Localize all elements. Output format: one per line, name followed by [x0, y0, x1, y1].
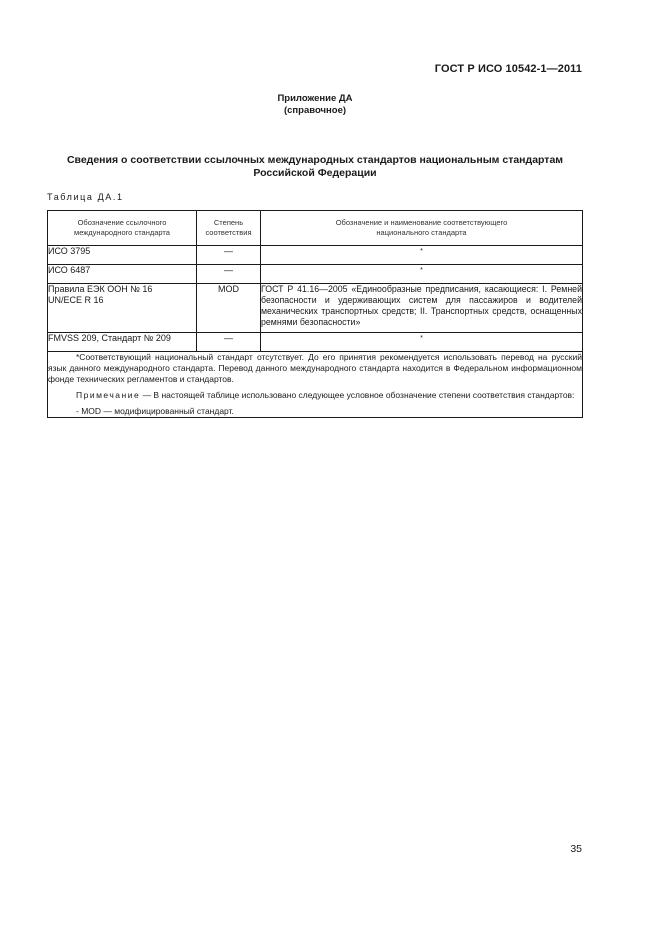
- cell-national: ГОСТ Р 41.16—2005 «Единообразные предписания, касающиеся: I. Ремней безопасности и удерживающих систем для пассажиров и водителей механических транспортных средств; II. Транспортных средств, оснащенных ремнями безопасности»: [261, 284, 583, 333]
- appendix-title: Приложение ДА: [277, 93, 353, 104]
- cell-national: *: [261, 265, 583, 284]
- table-row: [48, 333, 583, 352]
- cell-degree: MOD: [197, 284, 261, 333]
- table-caption: Таблица ДА.1: [47, 192, 124, 202]
- header-degree: Степень соответствия: [197, 211, 261, 246]
- cell-degree: —: [197, 265, 261, 284]
- table-row: [48, 284, 583, 333]
- cell-reference: ИСО 6487: [48, 265, 197, 284]
- note-item: - MOD — модифицированный стандарт.: [76, 406, 234, 416]
- table-row: [48, 246, 583, 265]
- cell-reference: FMVSS 209, Стандарт № 209: [48, 333, 197, 352]
- note-paragraph: [48, 390, 582, 401]
- cell-national: *: [261, 246, 583, 265]
- cell-degree: —: [197, 246, 261, 265]
- note-label: Примечание: [76, 390, 141, 400]
- cell-reference: ИСО 3795: [48, 246, 197, 265]
- document-header: [435, 63, 582, 75]
- table-footnote: [48, 352, 583, 418]
- section-title-line2: Российской Федерации: [253, 167, 377, 179]
- header-reference-standard: Обозначение ссылочного международного стандарта: [48, 211, 197, 246]
- section-title: [47, 154, 583, 180]
- table-row: [48, 265, 583, 284]
- table-footnote-row: [48, 352, 583, 418]
- note-text: — В настоящей таблице использовано следующее условное обозначение степени соответствия стандартов:: [140, 390, 575, 400]
- section-title-line1: Сведения о соответствии ссылочных международных стандартов национальным стандартам: [66, 154, 564, 166]
- correspondence-table: [47, 210, 583, 418]
- cell-reference: Правила ЕЭК ООН № 16 UN/ECE R 16: [48, 284, 197, 333]
- cell-degree: —: [197, 333, 261, 352]
- header-national-standard: Обозначение и наименование соответствующего национального стандарта: [261, 211, 583, 246]
- footnote-text: *Соответствующий национальный стандарт отсутствует. До его принятия рекомендуется использовать перевод на русский язык данного международного стандарта. Перевод данного международного стандарта находится в Федеральном информационном фонде технических регламентов и стандартов.: [48, 352, 582, 384]
- appendix-heading: [0, 93, 630, 117]
- cell-national: *: [261, 333, 583, 352]
- page-number: 35: [570, 843, 582, 855]
- appendix-subtitle: (справочное): [283, 105, 347, 116]
- table-header-row: [48, 211, 583, 246]
- standard-number: ГОСТ Р ИСО 10542-1—2011: [434, 63, 582, 75]
